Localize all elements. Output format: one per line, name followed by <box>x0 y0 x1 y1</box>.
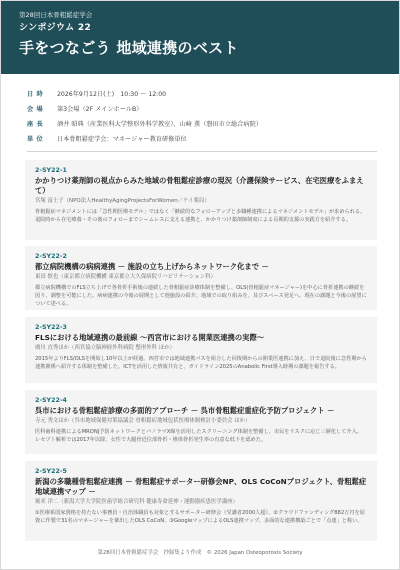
session-card <box>25 390 377 454</box>
info-label: 座 長 <box>27 121 44 128</box>
divider <box>27 151 377 152</box>
info-row-credits <box>27 132 377 147</box>
info-value: 第3会場（2F メインホールB） <box>57 106 143 113</box>
session-authors: 寺元 秀文ほか（呉市地域保健対策協議会 骨粗鬆症地域包括医療体制検討小委員会 ほか） <box>35 418 251 424</box>
info-value: 日本骨粗鬆症学会：マネージャー教育研修単位 <box>57 136 187 143</box>
session-abstract: 骨粗鬆症マネジメントには「急性期医療モデル」ではなく「継続的なフォローアップと多職種連携によるマネジメントモデル」が求められる。退院時から在宅療養・その後のフォローまでシームレスに支える連携と、かかりつけ薬剤師制度による長期的支援の実践方を紹介する。 <box>35 209 366 223</box>
info-value: 酒井 昭典（産業医科大学整形外科学教室）、山﨑 薫（磐田市立総合病院） <box>57 121 263 128</box>
session-code: 2-SY22-5 <box>35 468 67 475</box>
session-title: かかりつけ薬剤師の視点からみた地域の骨粗鬆症診療の現況（介護保険サービス、在宅医療をふまえて） <box>35 176 364 195</box>
symposium-label: シンポジウム 22 <box>19 23 92 33</box>
session-title: 都立病院機構の病病連携 － 施設の立ち上げからネットワーク化まで － <box>35 262 269 271</box>
session-abstract: 2015年よりFLS/OLSを開始し10年以上が経過。西宮市では地域連携パスを組合した回復期からの開業医連携に加え、日で退院後に急性期から連携関係へ紹介する体制を整備した。ICTを活用した情報共有と、ガイドライン2025のAnabolic First導入時期の課題を報告する。 <box>35 356 367 370</box>
session-code: 2-SY22-2 <box>35 253 67 260</box>
page-title: 手をつなごう 地域連携のベスト <box>19 39 239 57</box>
info-label: 日 時 <box>27 91 44 98</box>
session-abstract: ①医療系国家資格を持たない事務員・自治体職員も対象とするサポーター研修会（受講者2000人超）、②クラウドファンディング882万円を原資に作製で31名のマネージャーを輩出したOLS CoCoN、③GoogleマップによるOLS連携マップ、多面的な連携構築ごとで「点連」と称い。 <box>35 510 365 524</box>
session-abstract: 都立病院機構でのFLS立ち上げで各骨折手術後の連続した骨粗鬆症診療体制を整備し、OLS(骨粗鬆症マネージャー)を中心に骨折連携の継続を図り、調整を可能にした。病病連携の今後の展開として他施設の紹介、地域での取り組みを、及びスペース発足へ。現在の課題と今後の展望について述べる。 <box>35 285 367 307</box>
page-footer: 第28回日本骨粗鬆症学会 抄録集より作成 © 2026 Japan Osteoporosis Society <box>97 550 303 556</box>
session-title: 新潟の多職種骨粗鬆症連携 － 骨粗鬆症サポーター研修会NP、OLS CoCoNプロジェクト、骨粗鬆症地域連携マップ － <box>35 477 367 496</box>
session-authors: 廣川 直秀ほか（西宮協立脳神経外科病院 整形外科 ほか） <box>35 345 175 351</box>
session-code: 2-SY22-4 <box>35 397 67 404</box>
session-card <box>25 160 377 240</box>
session-authors: 堀米 洋二（新潟大学大学院医歯学総合研究科 健康寿命延伸・運動器疾患医学講座） <box>35 499 238 505</box>
session-authors: 東田 慎也（東京都立病院機構 東京都立大久保病院リハビリテーション科） <box>35 274 216 280</box>
info-row-datetime <box>27 87 377 102</box>
session-title: 呉市における骨粗鬆症診療の多面的アプローチ － 呉市骨粗鬆症重症化予防プロジェクト － <box>35 406 335 415</box>
session-card <box>25 317 377 383</box>
session-info <box>27 87 377 147</box>
conference-name: 第28回日本骨粗鬆症学会 <box>19 11 93 19</box>
info-label: 会 場 <box>27 106 44 113</box>
session-card <box>25 461 377 541</box>
info-row-chairs <box>27 117 377 132</box>
session-code: 2-SY22-1 <box>35 167 67 174</box>
session-authors: 宮塚 富士子（NPO法人HealthyAgingProjectsForWomen／ケイ薬局） <box>35 198 210 204</box>
page-header <box>1 1 399 74</box>
info-row-venue <box>27 102 377 117</box>
session-abstract: 医科歯科連携によるMRONJ予防ネットワークとバノラマX線を活用したスクリーニング体制を整備し、市民をリスクに応じ三層化して介入。レセプト解析では2017年以降、女性で大腿骨近位部骨折・椎体骨折発生率の有意な低下を認めた。 <box>35 429 362 443</box>
info-label: 単 位 <box>27 136 44 143</box>
session-code: 2-SY22-3 <box>35 324 67 331</box>
session-card <box>25 246 377 310</box>
session-title: FLSにおける地域連携の最前線 ～西宮市における開業医連携の実際～ <box>35 333 265 342</box>
info-value: 2026年9月12日(土) 10:30 ～ 12:00 <box>57 91 167 98</box>
